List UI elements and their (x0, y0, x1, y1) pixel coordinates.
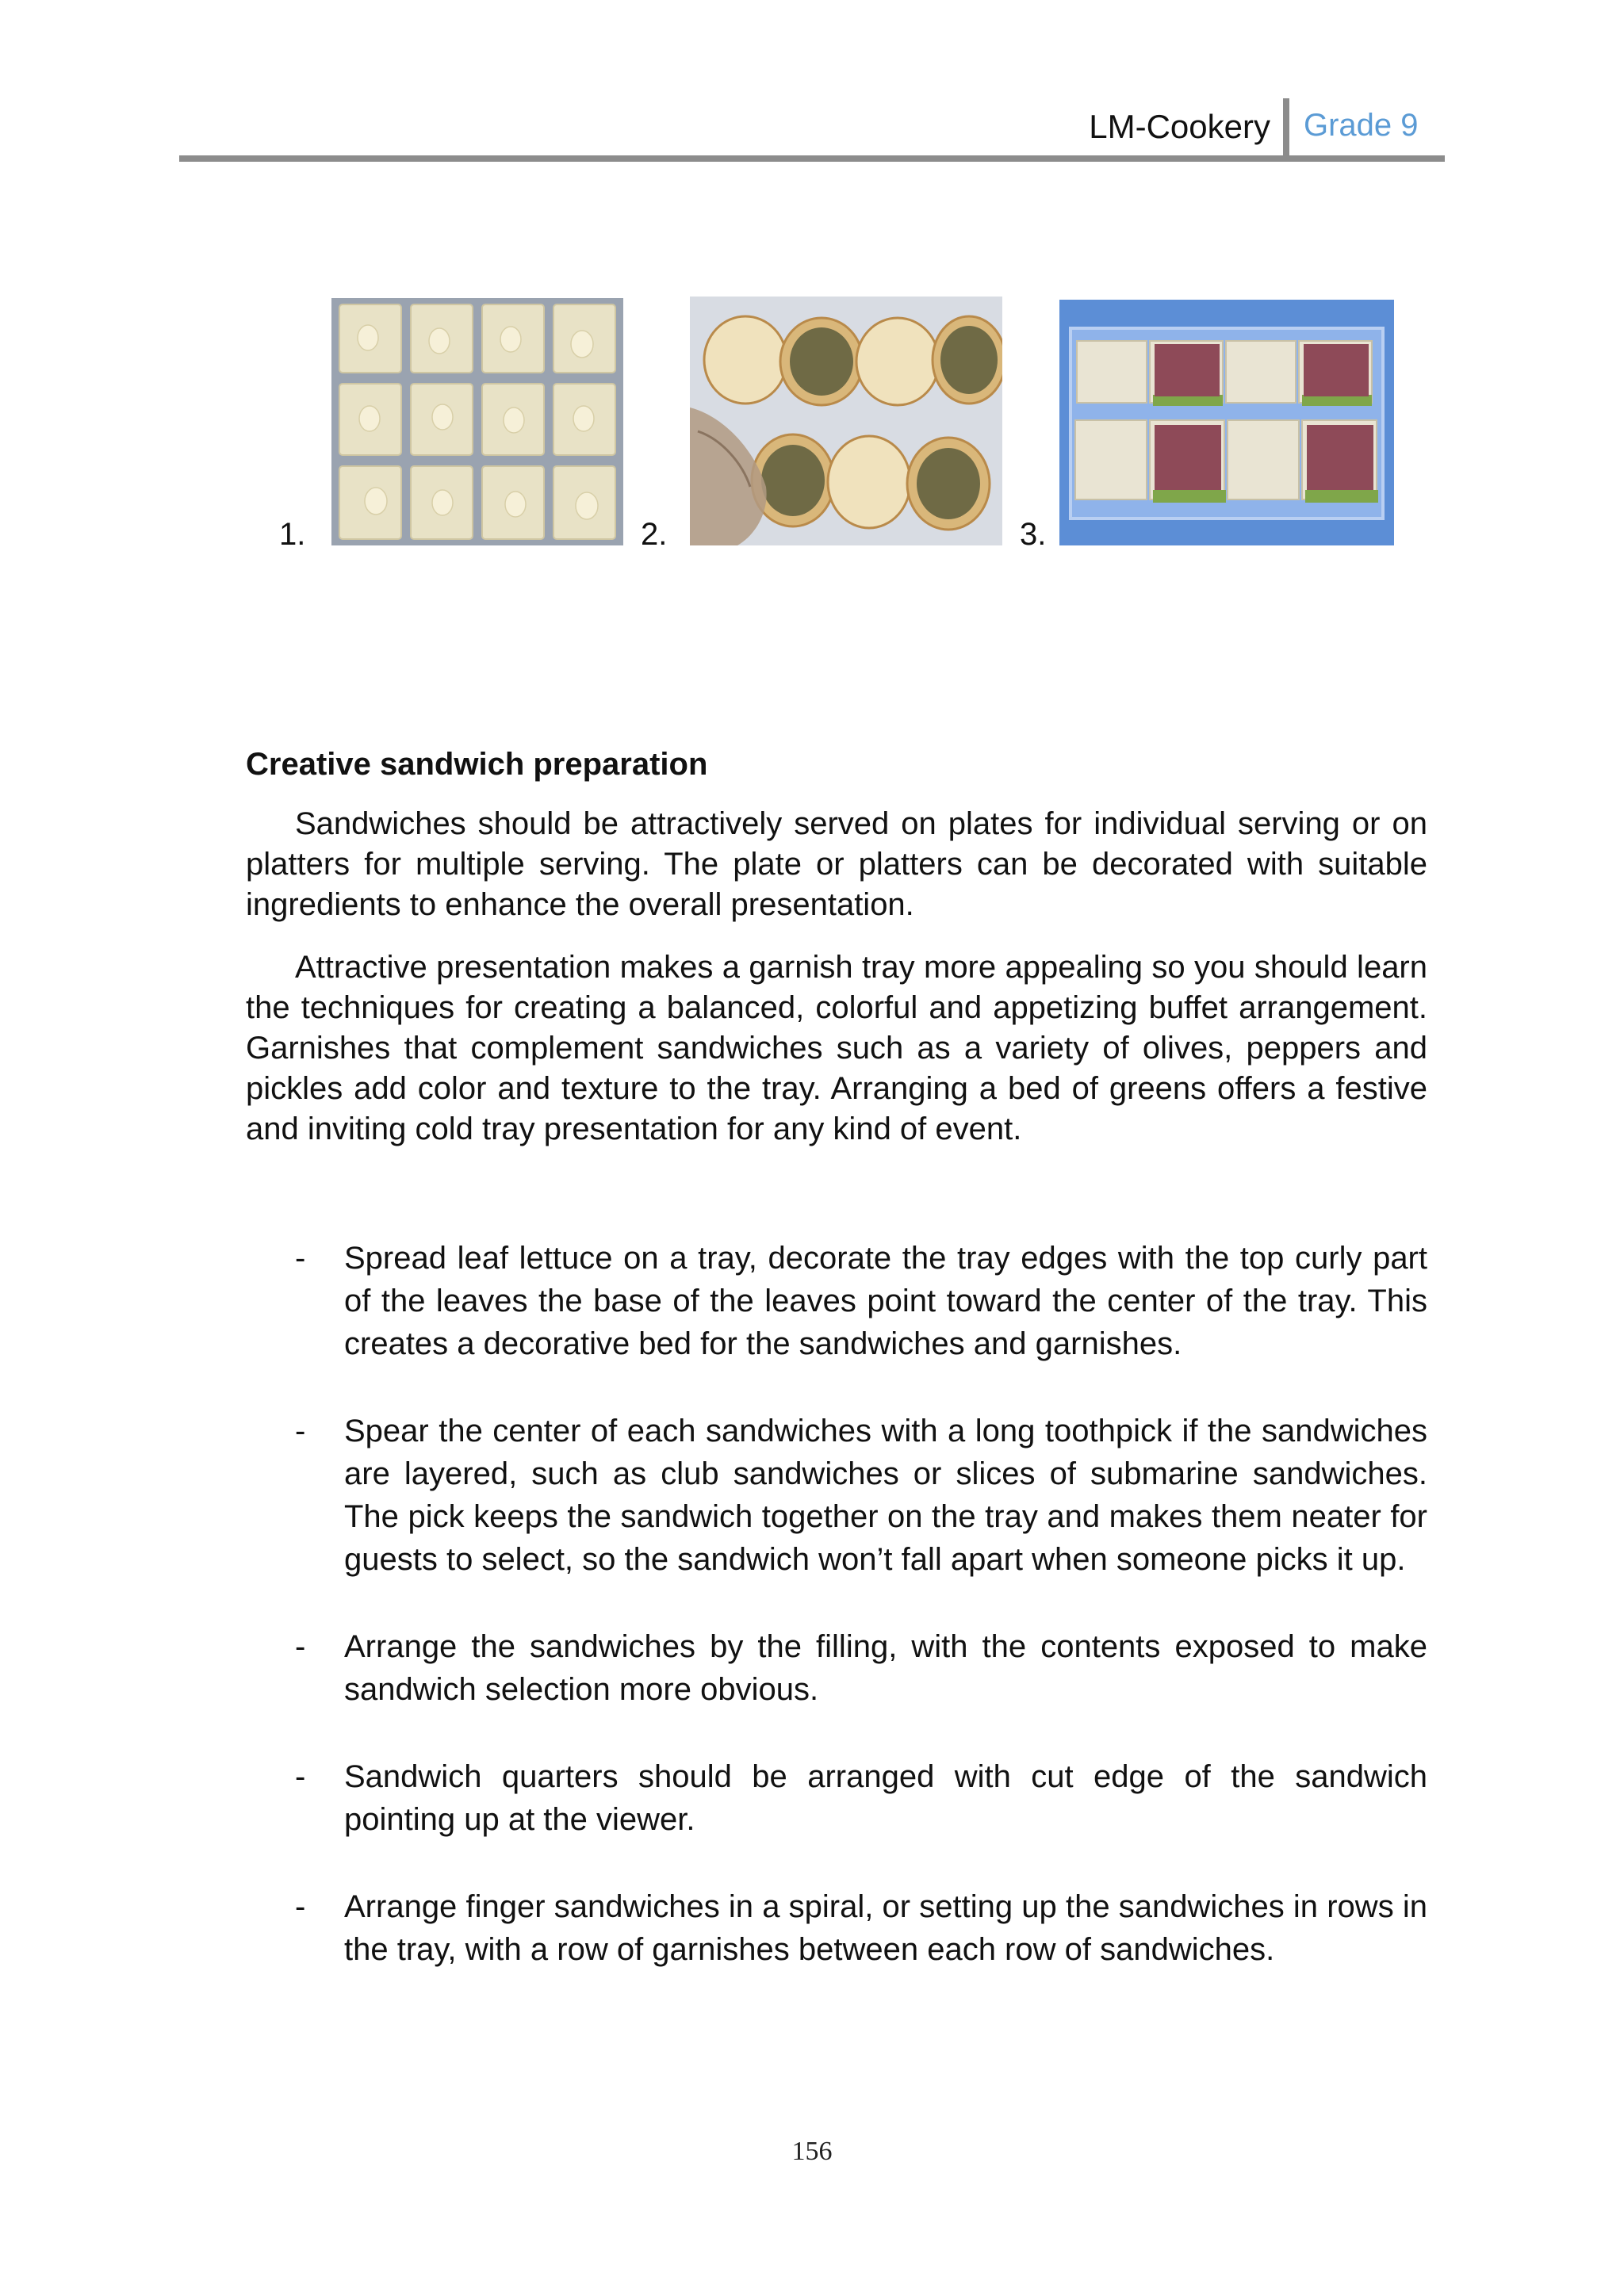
figure-image-1 (331, 298, 623, 545)
header-separator (1283, 98, 1289, 159)
paragraph-2 (246, 947, 1427, 1150)
list-item-text: Spread leaf lettuce on a tray, decorate the tray edges with the top curly part of the leaves the base of the leaves point toward the center of the tray. This creates a decorative bed for the sandwiches and garnishes. (344, 1241, 1427, 1361)
list-item (295, 1237, 1427, 1365)
figure-image-2 (690, 297, 1002, 545)
figure-number-2: 2. (641, 517, 668, 552)
bullet-dash: - (295, 1241, 306, 1276)
list-item-text: Sandwich quarters should be arranged with cut edge of the sandwich pointing up at the viewer. (344, 1759, 1427, 1837)
list-item (295, 1885, 1427, 1971)
header-grade: Grade 9 (1304, 108, 1419, 143)
paragraph-1 (246, 804, 1427, 925)
header-rule (179, 155, 1445, 162)
tips-list (295, 1237, 1427, 2015)
figure-image-3 (1059, 300, 1394, 545)
list-item (295, 1410, 1427, 1581)
header-title: LM-Cookery (1089, 108, 1270, 145)
figure-number-3: 3. (1020, 517, 1047, 552)
list-item-text: Spear the center of each sandwiches with a long toothpick if the sandwiches are layered, such as club sandwiches or slices of submarine sandwiches. The pick keeps the sandwich together on the tray and makes them neater for guests to select, so the sandwich won’t fall apart when someone picks it up. (344, 1414, 1427, 1577)
figure-number-1: 1. (279, 517, 306, 552)
paragraph-1-text: Sandwiches should be attractively served on plates for individual serving or on platters for multiple serving. The plate or platters can be decorated with suitable ingredients to enhance the overall presentation. (246, 806, 1427, 922)
bread-slices-photo (331, 298, 623, 545)
ham-sandwiches-photo (1059, 300, 1394, 545)
list-item-text: Arrange finger sandwiches in a spiral, or setting up the sandwiches in rows in the tray, with a row of garnishes between each row of sandwiches. (344, 1889, 1427, 1967)
list-item-text: Arrange the sandwiches by the filling, with the contents exposed to make sandwich selection more obvious. (344, 1629, 1427, 1707)
paragraph-2-text: Attractive presentation makes a garnish tray more appealing so you should learn the techniques for creating a balanced, colorful and appetizing buffet arrangement. Garnishes that complement sandwiches such as a variety of olives, peppers and pickles add color and texture to the tray. Arranging a bed of greens offers a festive and inviting cold tray presentation for any kind of event. (246, 950, 1427, 1146)
list-item (295, 1755, 1427, 1841)
buns-spreading-photo (690, 297, 1002, 545)
bullet-dash: - (295, 1889, 306, 1924)
page-number: 156 (791, 2137, 833, 2166)
bullet-dash: - (295, 1759, 306, 1794)
list-item (295, 1625, 1427, 1711)
section-title: Creative sandwich preparation (246, 747, 708, 782)
bullet-dash: - (295, 1629, 306, 1664)
bullet-dash: - (295, 1414, 306, 1448)
